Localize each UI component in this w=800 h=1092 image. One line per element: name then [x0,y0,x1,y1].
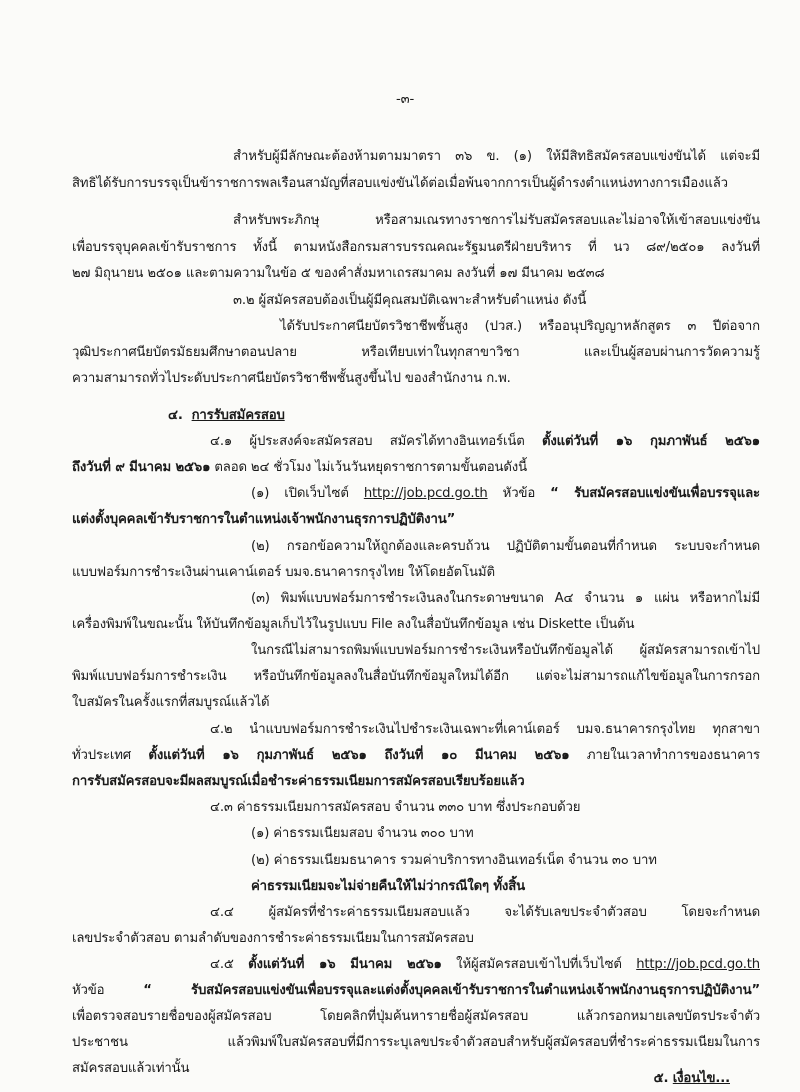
clause-4-4-line: ๔.๔ ผู้สมัครที่ชำระค่าธรรมเนียมสอบแล้ว จะได้รับเลขประจำตัวสอบ โดยจะกำหนด [210,905,760,920]
para-intro-line: สำหรับผู้มีลักษณะต้องห้ามตามมาตรา ๓๖ ข. (๑) ให้มีสิทธิสมัครสอบแข่งขันได้ แต่จะมี [233,149,760,164]
clause-3-2-line: ได้รับประกาศนียบัตรวิชาชีพชั้นสูง (ปวส.) หรืออนุปริญญาหลักสูตร ๓ ปีต่อจาก [280,319,760,334]
clause-4-3-item-1: (๑) ค่าธรรมเนียมสอบ จำนวน ๓๐๐ บาท [251,826,474,841]
clause-4-1-item-1-cont: แต่งตั้งบุคคลเข้ารับราชการในตำแหน่งเจ้าพนักงานธุรการปฏิบัติงาน” [72,512,456,527]
clause-4-2-line: ทั่วประเทศ ตั้งแต่วันที่ ๑๖ กุมภาพันธ์ ๒๕๖๑ ถึงวันที่ ๑๐ มีนาคม ๒๕๖๑ ภายในเวลาทำการของธนาคาร [72,748,760,763]
clause-4-1-note: ในกรณีไม่สามารถพิมพ์แบบฟอร์มการชำระเงินหรือบันทึกข้อมูลได้ ผู้สมัครสามารถเข้าไป [251,643,760,658]
clause-4-3-item-2: (๒) ค่าธรรมเนียมธนาคาร รวมค่าบริการทางอินเทอร์เน็ต จำนวน ๓๐ บาท [251,853,657,868]
clause-4-1-item-3-cont: เครื่องพิมพ์ในขณะนั้น ให้บันทึกข้อมูลเก็บไว้ในรูปแบบ File ลงในสื่อบันทึกข้อมูล เช่น Diskette เป็นต้น [72,617,635,632]
clause-4-5-line: ๔.๕ ตั้งแต่วันที่ ๑๖ มีนาคม ๒๕๖๑ ให้ผู้สมัครสอบเข้าไปที่เว็บไซต์ http://job.pcd.go.th [210,957,760,972]
section-4-heading [168,407,285,425]
clause-4-1-item-3: (๓) พิมพ์แบบฟอร์มการชำระเงินลงในกระดาษขนาด A๔ จำนวน ๑ แผ่น หรือหากไม่มี [251,591,760,606]
clause-4-5-line: หัวข้อ “ รับสมัครสอบแข่งขันเพื่อบรรจุและแต่งตั้งบุคคลเข้ารับราชการในตำแหน่งเจ้าพนักงานธุรการปฏิบัติงาน” [72,983,760,998]
clause-4-1-note: ใบสมัครในครั้งแรกที่สมบูรณ์แล้วได้ [72,695,270,710]
website-link[interactable]: http://job.pcd.go.th [363,486,488,501]
clause-4-1-item-2: (๒) กรอกข้อความให้ถูกต้องและครบถ้วน ปฏิบัติตามขั้นตอนที่กำหนด ระบบจะกำหนด [251,539,760,554]
clause-4-5-line: เพื่อตรวจสอบรายชื่อของผู้สมัครสอบ โดยคลิกที่ปุ่มค้นหารายชื่อผู้สมัครสอบ แล้วกรอกหมายเลขบัตรประจำตัว [72,1009,760,1024]
clause-4-5-line: สมัครสอบแล้วเท่านั้น [72,1061,190,1076]
clause-4-1-line: ๔.๑ ผู้ประสงค์จะสมัครสอบ สมัครได้ทางอินเทอร์เน็ต ตั้งแต่วันที่ ๑๖ กุมภาพันธ์ ๒๕๖๑ [210,434,760,449]
clause-4-4-line: เลขประจำตัวสอบ ตามลำดับของการชำระค่าธรรมเนียมในการสมัครสอบ [72,931,474,946]
clause-3-2-heading: ๓.๒ ผู้สมัครสอบต้องเป็นผู้มีคุณสมบัติเฉพาะสำหรับตำแหน่ง ดังนี้ [233,293,587,308]
next-page-indicator: ๕. เงื่อนไข... [653,1071,730,1086]
clause-4-1-line: ถึงวันที่ ๙ มีนาคม ๒๕๖๑ ตลอด ๒๔ ชั่วโมง ไม่เว้นวันหยุดราชการตามขั้นตอนดังนี้ [72,460,527,475]
para-monk-line: สำหรับพระภิกษุ หรือสามเณรทางราชการไม่รับสมัครสอบและไม่อาจให้เข้าสอบแข่งขัน [233,213,760,228]
section-4-number: ๔. [168,408,183,423]
para-intro-line: สิทธิได้รับการบรรจุเป็นข้าราชการพลเรือนสามัญที่สอบแข่งขันได้ต่อเมื่อพ้นจากการเป็นผู้ดำรงตำแหน่งทางการเมืองแล้ว [72,176,728,191]
para-monk-line: เพื่อบรรจุบุคคลเข้ารับราชการ ทั้งนี้ ตามหนังสือกรมสารบรรณคณะรัฐมนตรีฝ่ายบริหาร ที่ นว ๘๙/๒๕๐๑ ลงวันที่ [72,240,760,255]
clause-4-2-line: ๔.๒ นำแบบฟอร์มการชำระเงินไปชำระเงินเฉพาะที่เคาน์เตอร์ บมจ.ธนาคารกรุงไทย ทุกสาขา [210,722,760,737]
clause-3-2-line: ความสามารถทั่วไประดับประกาศนียบัตรวิชาชีพชั้นสูงขึ้นไป ของสำนักงาน ก.พ. [72,371,511,386]
section-4-title: การรับสมัครสอบ [191,408,285,423]
clause-3-2-line: วุฒิประกาศนียบัตรมัธยมศึกษาตอนปลาย หรือเทียบเท่าในทุกสาขาวิชา และเป็นผู้สอบผ่านการวัดความรู้ [72,345,760,360]
clause-4-3-line: ๔.๓ ค่าธรรมเนียมการสมัครสอบ จำนวน ๓๓๐ บาท ซึ่งประกอบด้วย [210,800,581,815]
clause-4-1-item-1: (๑) เปิดเว็บไซต์ http://job.pcd.go.th หัวข้อ “ รับสมัครสอบแข่งขันเพื่อบรรจุและ [251,486,760,501]
clause-4-1-item-2-cont: แบบฟอร์มการชำระเงินผ่านเคาน์เตอร์ บมจ.ธนาคารกรุงไทย ให้โดยอัตโนมัติ [72,565,495,580]
clause-4-2-note: การรับสมัครสอบจะมีผลสมบูรณ์เมื่อชำระค่าธรรมเนียมการสมัครสอบเรียบร้อยแล้ว [72,774,525,789]
clause-4-5-line: ประชาชน แล้วพิมพ์ใบสมัครสอบที่มีการระบุเลขประจำตัวสอบสำหรับผู้สมัครสอบที่ชำระค่าธรรมเนียมในการ [72,1035,760,1050]
clause-4-3-note: ค่าธรรมเนียมจะไม่จ่ายคืนให้ไม่ว่ากรณีใดๆ ทั้งสิ้น [251,879,525,894]
website-link[interactable]: http://job.pcd.go.th [636,957,760,972]
clause-4-1-note: พิมพ์แบบฟอร์มการชำระเงิน หรือบันทึกข้อมูลลงในสื่อบันทึกข้อมูลใหม่ได้อีก แต่จะไม่สามารถแก้ไขข้อมูลในการกรอก [72,669,760,684]
para-monk-line: ๒๗ มิถุนายน ๒๕๐๑ และตามความในข้อ ๕ ของคำสั่งมหาเถรสมาคม ลงวันที่ ๑๗ มีนาคม ๒๕๓๘ [72,266,605,281]
page-number: -๓- [396,92,415,107]
